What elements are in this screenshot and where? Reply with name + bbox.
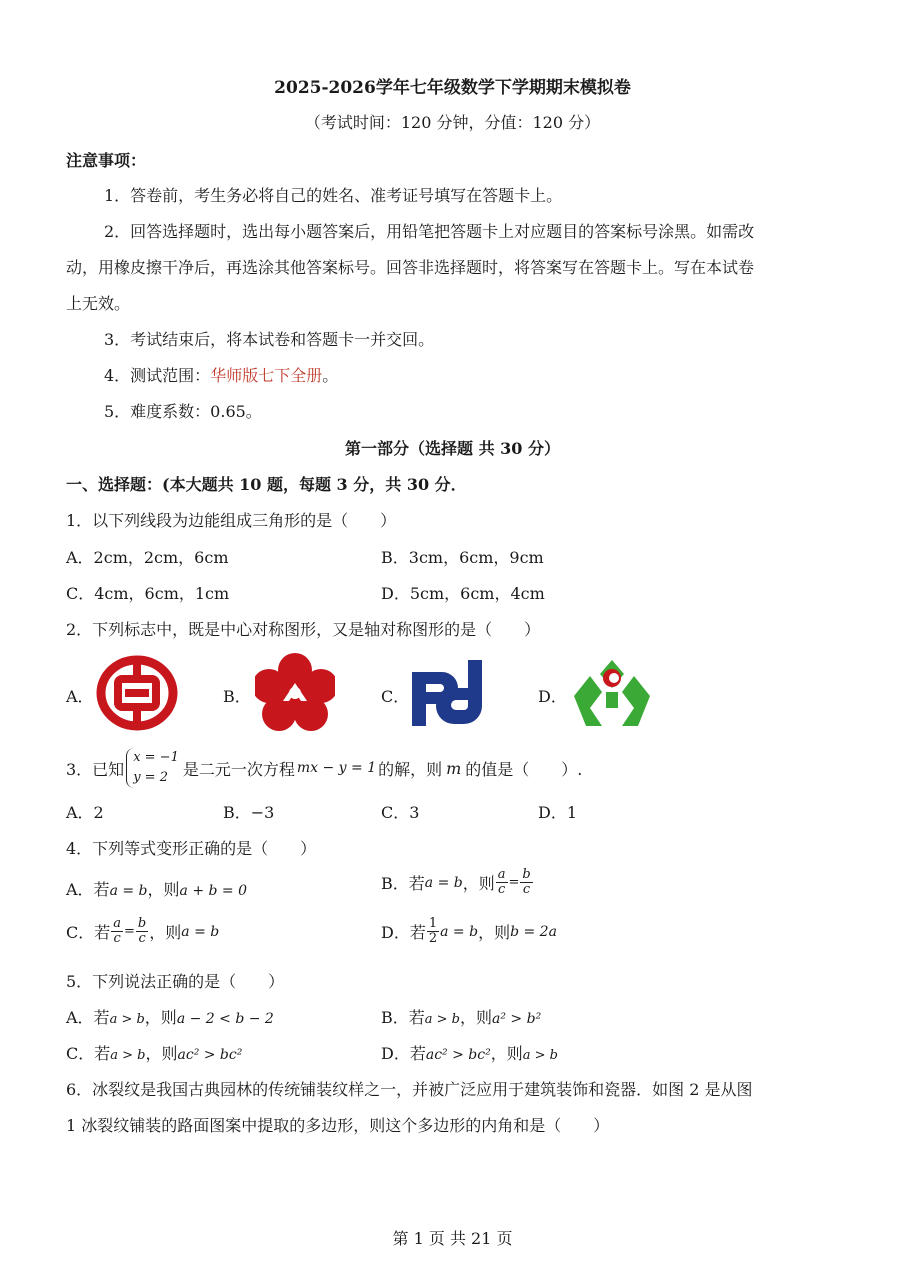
note-4-suffix: 。 [322, 366, 339, 385]
q6-line2: 1 冰裂纹铺装的路面图案中提取的多边形，则这个多边形的内角和是（ ） [66, 1116, 610, 1135]
q4-d-mid: ，则 [478, 923, 511, 942]
q5-a-res: a − 2 < b − 2 [176, 1011, 274, 1027]
q4-a-pre: A．若 [66, 880, 110, 899]
q5-stem: 5．下列说法正确的是（ ） [66, 972, 285, 991]
q5-b-cond: a > b [424, 1012, 460, 1027]
q4-c-lnum: a [113, 916, 122, 931]
notes-heading: 注意事项： [66, 151, 147, 170]
q4-option-b [381, 868, 534, 897]
note-2-line3: 上无效。 [66, 294, 131, 313]
bank-logo-c-icon [410, 658, 492, 728]
q3-eq2: y = 2 [133, 770, 168, 785]
q4-c-right-frac [136, 917, 148, 946]
q4-b-lnum: a [497, 867, 506, 882]
q5-c-mid: ，则 [145, 1044, 178, 1063]
q3-system [126, 748, 179, 788]
bank-logo-d-icon [572, 656, 652, 728]
q5-a-mid: ，则 [144, 1008, 177, 1027]
q4-c-pre: C．若 [66, 923, 111, 942]
q4-c-mid: ，则 [149, 923, 182, 942]
q5-d-res: a > b [522, 1048, 558, 1063]
q4-c-eq: = [124, 924, 135, 939]
q5-b-res: a² > b² [492, 1011, 542, 1027]
note-5: 5．难度系数：0.65。 [104, 402, 262, 421]
q4-option-d [381, 917, 557, 946]
q3-option-c: C．3 [381, 803, 420, 822]
q5-a-pre: A．若 [66, 1008, 110, 1027]
note-4 [104, 363, 338, 386]
q3-var: m [446, 758, 462, 778]
page-number: 第 1 页 共 21 页 [392, 1229, 513, 1248]
q3-option-d: D．1 [538, 803, 578, 822]
note-3: 3．考试结束后，将本试卷和答题卡一并交回。 [104, 330, 435, 349]
q5-c-pre: C．若 [66, 1044, 111, 1063]
q3-option-a: A．2 [66, 803, 104, 822]
q5-a-cond: a > b [109, 1012, 145, 1027]
q1-option-c: C．4cm，6cm，1cm [66, 584, 230, 603]
q6-line1: 6．冰裂纹是我国古典园林的传统铺装纹样之一，并被广泛应用于建筑装饰和瓷器．如图 2 是从图 [66, 1080, 753, 1099]
q2-option-a-label: A． [66, 687, 94, 706]
q3-option-b: B．−3 [223, 803, 275, 822]
q4-d-frac [427, 917, 439, 946]
q1-option-b: B．3cm，6cm，9cm [381, 548, 544, 567]
note-2-line2: 动，用橡皮擦干净后，再选涂其他答案标号。回答非选择题时，将答案写在答题卡上。写在本试卷 [66, 258, 755, 277]
q4-b-rden: c [522, 882, 531, 897]
q4-b-left-frac [496, 868, 508, 897]
q4-d-pre: D．若 [381, 923, 426, 942]
q1-option-a: A．2cm，2cm，6cm [66, 548, 229, 567]
q3-equation: mx − y = 1 [296, 760, 377, 776]
q3-end: 的值是（ ）. [465, 759, 583, 779]
bank-logo-b-icon [255, 653, 335, 731]
note-4-prefix: 4．测试范围： [104, 366, 211, 385]
q5-option-a [66, 1005, 274, 1028]
q4-a-mid: ，则 [147, 880, 180, 899]
section-heading: 一、选择题：(本大题共 10 题，每题 3 分，共 30 分． [66, 475, 467, 494]
q5-option-b [381, 1005, 541, 1028]
q3-suffix: 的解，则 [378, 759, 443, 779]
q2-option-c-label: C． [381, 687, 410, 706]
q4-c-lden: c [113, 931, 121, 946]
q4-b-rnum: b [522, 867, 531, 882]
part1-heading: 第一部分（选择题 共 30 分） [345, 439, 560, 458]
q4-option-c [66, 917, 219, 946]
note-1: 1．答卷前，考生务必将自己的姓名、准考证号填写在答题卡上。 [104, 186, 563, 205]
q5-c-cond: a > b [110, 1048, 146, 1063]
q4-b-eq: = [508, 875, 520, 890]
q4-a-res: a + b = 0 [179, 883, 248, 899]
q4-d-res: b = 2a [510, 923, 557, 940]
q1-stem: 1．以下列线段为边能组成三角形的是（ ） [66, 511, 397, 530]
q3-stem [66, 748, 582, 788]
test-range: 华师版七下全册 [210, 366, 323, 385]
q2-option-d-label: D． [538, 687, 567, 706]
q5-c-res: ac² > bc² [177, 1047, 243, 1063]
q4-option-a [66, 877, 247, 900]
q3-prefix: 3．已知 [66, 759, 125, 779]
q5-option-c [66, 1041, 242, 1064]
q5-d-pre: D．若 [381, 1044, 426, 1063]
q4-b-lden: c [497, 882, 506, 897]
q4-d-fden: 2 [428, 931, 438, 946]
q5-d-mid: ，则 [490, 1044, 523, 1063]
q4-stem: 4．下列等式变形正确的是（ ） [66, 839, 317, 858]
q4-b-right-frac [520, 868, 532, 897]
q3-eq1: x = −1 [133, 750, 179, 765]
q1-option-d: D．5cm，6cm，4cm [381, 584, 545, 603]
q4-c-left-frac [111, 917, 123, 946]
q5-b-mid: ，则 [460, 1008, 493, 1027]
note-2-line1: 2．回答选择题时，选出每小题答案后，用铅笔把答题卡上对应题目的答案标号涂黑。如需改 [104, 222, 755, 241]
q4-a-cond: a = b [109, 883, 148, 899]
q4-b-pre: B．若 [381, 874, 425, 893]
q4-d-cond: a = b [440, 923, 479, 940]
q4-c-res: a = b [181, 923, 220, 940]
q5-b-pre: B．若 [381, 1008, 425, 1027]
q5-option-d [381, 1041, 558, 1064]
q5-d-cond: ac² > bc² [425, 1047, 491, 1063]
q4-c-rden: c [138, 931, 146, 946]
q2-option-b-label: B． [223, 687, 251, 706]
exam-title: 2025-2026学年七年级数学下学期期末模拟卷 [274, 78, 631, 98]
bank-logo-a-icon [96, 655, 178, 731]
q4-b-mid: ，则 [462, 874, 495, 893]
q4-d-fnum: 1 [428, 916, 438, 931]
q2-stem: 2．下列标志中，既是中心对称图形，又是轴对称图形的是（ ） [66, 620, 541, 639]
q4-c-rnum: b [137, 916, 147, 931]
q3-middle: 是二元一次方程 [182, 759, 295, 779]
exam-subtitle: （考试时间：120 分钟，分值：120 分） [304, 113, 601, 132]
q4-b-cond: a = b [424, 874, 463, 891]
